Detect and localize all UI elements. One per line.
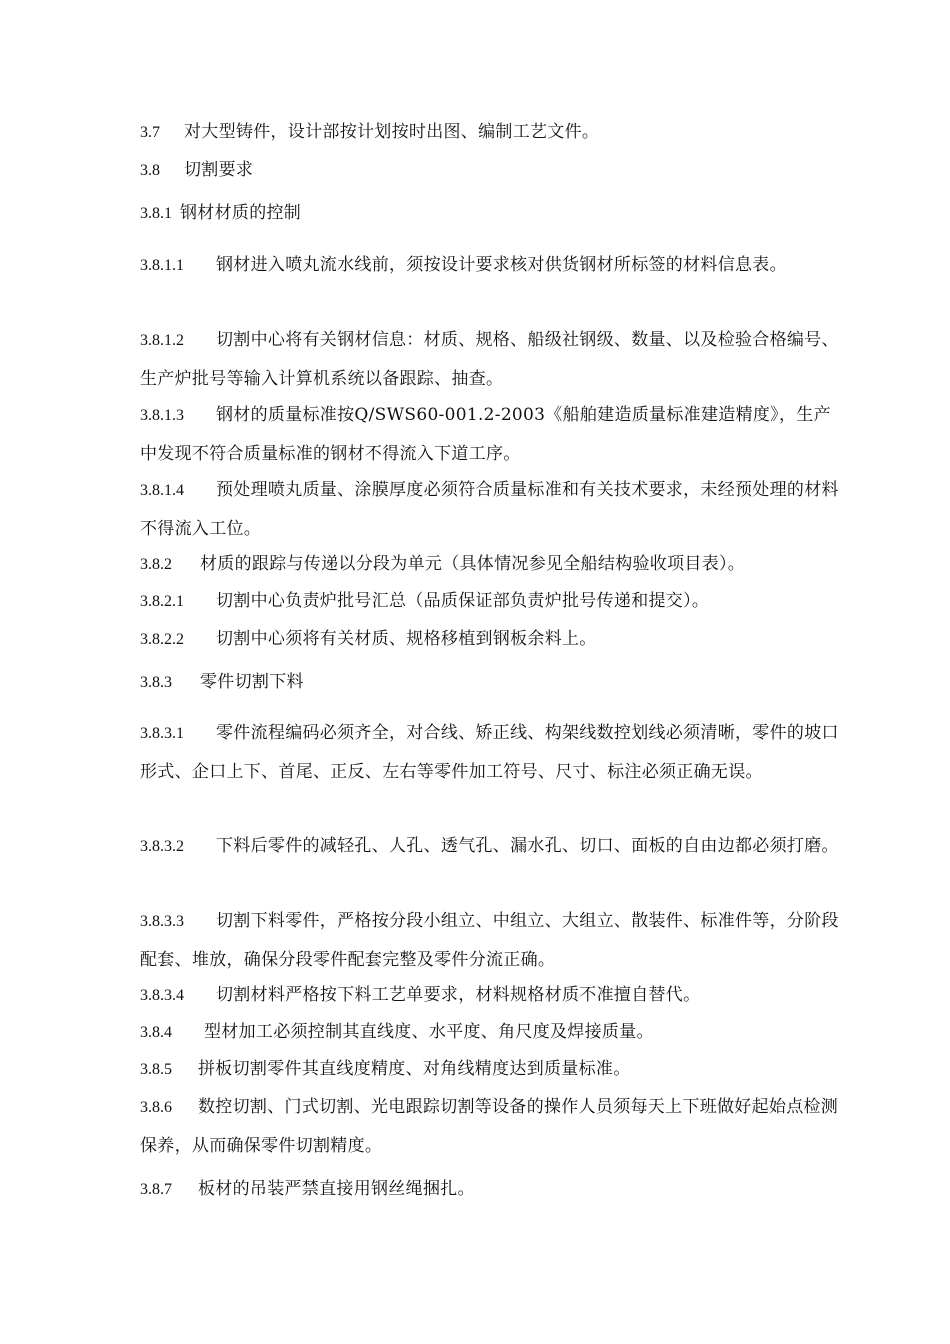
paragraph-text: 切割中心负责炉批号汇总（品质保证部负责炉批号传递和提交）。 — [216, 591, 710, 611]
paragraph-3-8-5 — [140, 1050, 840, 1089]
paragraph-text: 型材加工必须控制其直线度、水平度、角尺度及焊接质量。 — [204, 1022, 654, 1042]
paragraph-text: 零件流程编码必须齐全，对合线、矫正线、构架线数控划线必须清晰，零件的坡口形式、企口上下、首尾、正反、左右等零件加工符号、尺寸、标注必须正确无误。 — [140, 723, 839, 782]
section-number: 3.7 — [140, 124, 160, 141]
paragraph-3-8-3 — [140, 663, 840, 702]
paragraph-3-8-1-3 — [140, 396, 840, 473]
paragraph-text: 拼板切割零件其直线度精度、对角线精度达到质量标准。 — [198, 1059, 631, 1079]
section-number: 3.8.3.2 — [140, 838, 184, 855]
paragraph-3-8-7 — [140, 1170, 840, 1209]
section-number: 3.8.1.4 — [140, 482, 184, 499]
section-number: 3.8.3 — [140, 674, 172, 691]
section-number: 3.8.3.1 — [140, 725, 184, 742]
paragraph-3-8-1 — [140, 194, 840, 233]
paragraph-3-7 — [140, 113, 840, 152]
paragraph-text: 钢材的质量标准按Q/SWS60-001.2-2003《船舶建造质量标准建造精度》，生产中发现不符合质量标准的钢材不得流入下道工序。 — [140, 405, 831, 464]
section-number: 3.8.1.1 — [140, 257, 184, 274]
paragraph-3-8-2-2 — [140, 620, 840, 659]
paragraph-3-8-1-4 — [140, 471, 840, 548]
paragraph-3-8-4 — [140, 1013, 840, 1052]
section-number: 3.8.1.3 — [140, 407, 184, 424]
paragraph-text: 对大型铸件，设计部按计划按时出图、编制工艺文件。 — [184, 122, 600, 142]
paragraph-3-8-3-4 — [140, 976, 840, 1015]
paragraph-3-8 — [140, 151, 840, 190]
section-number: 3.8 — [140, 162, 160, 179]
paragraph-3-8-3-3 — [140, 902, 840, 979]
paragraph-text: 钢材材质的控制 — [180, 203, 302, 223]
section-number: 3.8.4 — [140, 1024, 172, 1041]
paragraph-3-8-6 — [140, 1088, 840, 1165]
section-number: 3.8.1 — [140, 205, 172, 222]
paragraph-3-8-1-1 — [140, 246, 840, 285]
paragraph-text: 预处理喷丸质量、涂膜厚度必须符合质量标准和有关技术要求，未经预处理的材料不得流入工位。 — [140, 480, 839, 539]
section-number: 3.8.2.2 — [140, 631, 184, 648]
paragraph-text: 切割中心须将有关材质、规格移植到钢板余料上。 — [216, 629, 597, 649]
paragraph-text: 零件切割下料 — [200, 672, 304, 692]
paragraph-3-8-3-1 — [140, 714, 840, 791]
paragraph-text: 数控切割、门式切割、光电跟踪切割等设备的操作人员须每天上下班做好起始点检测保养，从而确保零件切割精度。 — [140, 1097, 839, 1156]
section-number: 3.8.2 — [140, 556, 172, 573]
section-number: 3.8.6 — [140, 1099, 172, 1116]
paragraph-text: 下料后零件的减轻孔、人孔、透气孔、漏水孔、切口、面板的自由边都必须打磨。 — [216, 836, 839, 856]
section-number: 3.8.3.3 — [140, 913, 184, 930]
section-number: 3.8.2.1 — [140, 593, 184, 610]
section-number: 3.8.7 — [140, 1181, 172, 1198]
paragraph-text: 切割中心将有关钢材信息：材质、规格、船级社钢级、数量、以及检验合格编号、生产炉批号等输入计算机系统以备跟踪、抽查。 — [140, 330, 839, 389]
section-number: 3.8.1.2 — [140, 332, 184, 349]
paragraph-3-8-1-2 — [140, 321, 840, 398]
paragraph-text: 切割材料严格按下料工艺单要求，材料规格材质不准擅自替代。 — [216, 985, 701, 1005]
paragraph-3-8-2-1 — [140, 582, 840, 621]
paragraph-text: 钢材进入喷丸流水线前，须按设计要求核对供货钢材所标签的材料信息表。 — [216, 255, 787, 275]
paragraph-text: 材质的跟踪与传递以分段为单元（具体情况参见全船结构验收项目表）。 — [200, 554, 746, 574]
paragraph-text: 切割下料零件，严格按分段小组立、中组立、大组立、散装件、标准件等，分阶段配套、堆放，确保分段零件配套完整及零件分流正确。 — [140, 911, 839, 970]
section-number: 3.8.3.4 — [140, 987, 184, 1004]
paragraph-text: 板材的吊装严禁直接用钢丝绳捆扎。 — [198, 1179, 475, 1199]
section-number: 3.8.5 — [140, 1061, 172, 1078]
paragraph-3-8-2 — [140, 545, 840, 584]
paragraph-text: 切割要求 — [184, 160, 254, 180]
paragraph-3-8-3-2 — [140, 827, 840, 866]
